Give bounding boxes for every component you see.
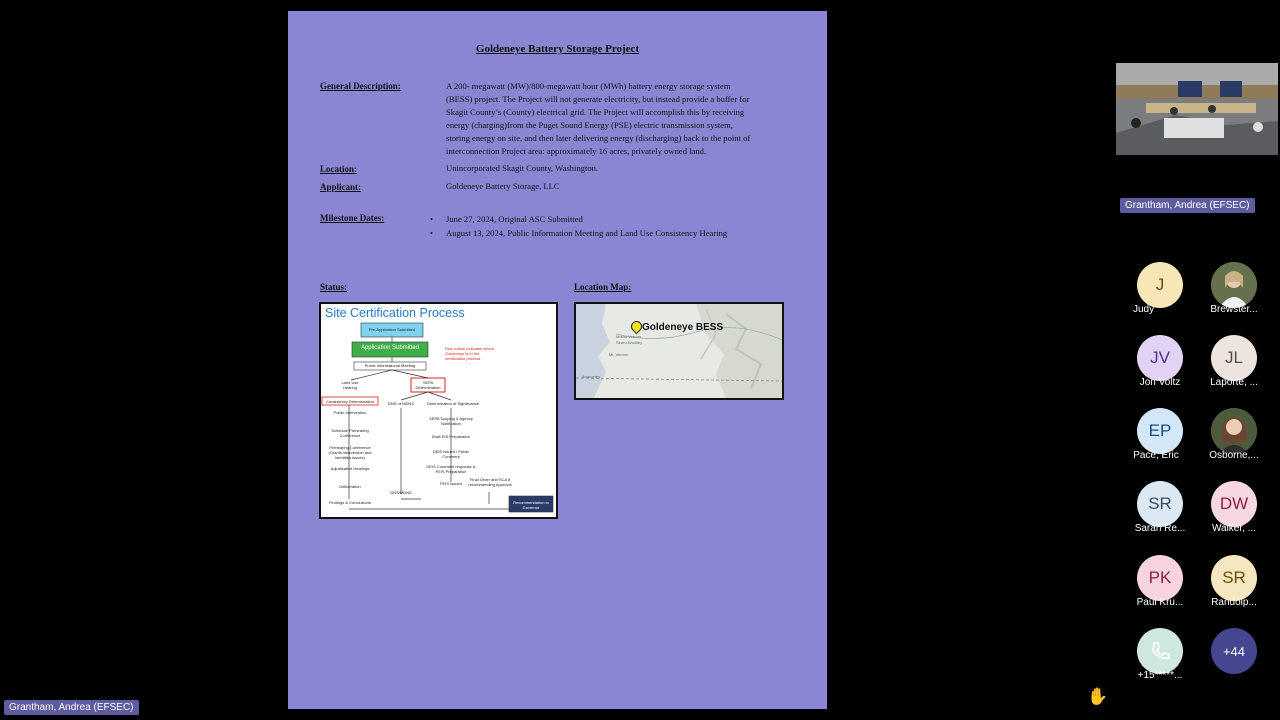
milestone-list	[430, 212, 727, 240]
status-label: Status:	[320, 282, 348, 292]
person-photo-icon	[1211, 408, 1257, 454]
map-place-label: Sedro-Woolley	[616, 340, 643, 345]
flowchart-right-step: FEIS Issued	[440, 481, 462, 486]
phone-icon	[1148, 639, 1172, 663]
map-place-label: Anacortes	[582, 374, 601, 379]
flowchart-recommendation: Recommendation to Governor	[513, 500, 549, 510]
participant-name: Sarah Re...	[1134, 523, 1186, 534]
flowchart-left-step: Deliberation	[339, 484, 361, 489]
location-map-image	[574, 302, 784, 400]
flowchart-left-step: Schedule Prehearing Conference	[331, 428, 369, 438]
applicant-value: Goldeneye Battery Storage, LLC	[446, 181, 560, 191]
participant-name: +15*****...	[1137, 670, 1183, 681]
flowchart-right-step: DEIS Comment response & FEIS Preparation	[426, 464, 476, 474]
flowchart-right-step: DEIS Issued / Public Comment	[432, 449, 470, 459]
location-value: Unincorporated Skagit County, Washington.	[446, 163, 599, 173]
flowchart-application-submitted: Application Submitted	[360, 345, 420, 351]
video-name-badge: Grantham, Andrea (EFSEC)	[1120, 198, 1255, 213]
avatar: JV	[1137, 335, 1183, 381]
general-description-line: Skagit County’s (County) electrical grid. The Project will accomplish this by receiving	[446, 107, 745, 117]
flowchart-left-step: Public Intervention	[333, 410, 367, 415]
participant-name: Jon Voltz	[1139, 377, 1181, 388]
flowchart-right-step: SEPA Scoping & Agency Notification	[429, 416, 473, 426]
flowchart-public-meeting: Public Informational Meeting	[364, 363, 416, 368]
milestone-item: • June 27, 2024, Original ASC Submitted	[430, 212, 727, 226]
flowchart-significance: Determination of Significance	[426, 401, 480, 406]
map-terrain	[576, 304, 782, 398]
general-description-line: A 200- megawatt (MW)/800-megawatt hour (MWh) battery energy storage system	[446, 81, 731, 91]
participant-name: Laporte, ...	[1210, 377, 1258, 388]
general-description-label: General Description:	[320, 81, 401, 91]
map-place-label: Mount Vernon	[616, 334, 641, 339]
milestone-dates-label: Milestone Dates:	[320, 213, 385, 223]
shared-document	[288, 11, 827, 709]
flowchart-left-step: Prehearing Conference (Grants intervention and identifies issues)	[328, 445, 372, 460]
general-description-line: storing energy on site, and then later delivering energy (discharging) back to the point of	[446, 133, 751, 143]
avatar: EP	[1137, 408, 1183, 454]
avatar: DW	[1211, 481, 1257, 527]
overflow-count-badge: +44	[1211, 628, 1257, 674]
map-place-label: Mt. Vernon	[609, 352, 629, 357]
general-description-line: interconnection Project area: approximately 16 acres, privately owned land.	[446, 146, 707, 156]
site-certification-flowchart	[319, 302, 558, 519]
avatar: SR	[1137, 481, 1183, 527]
participant-name: Pace, Eric	[1133, 450, 1179, 461]
flowchart-dns: DNS or MDNS	[387, 401, 414, 406]
location-map-label: Location Map:	[574, 282, 632, 292]
flowchart-sepa: SEPA Determination	[415, 380, 441, 390]
person-photo-icon	[1211, 262, 1257, 308]
milestone-item: • August 13, 2024, Public Information Meeting and Land Use Consistency Hearing	[430, 226, 727, 240]
avatar: J	[1137, 262, 1183, 308]
flowchart-left-step: Findings & Conclusions	[329, 500, 371, 505]
flowchart-pre-application: Pre-Application Submitted	[368, 327, 416, 332]
video-feed[interactable]	[1116, 63, 1278, 155]
participant-name: Brewster...	[1210, 304, 1258, 315]
flowchart-title: Site Certification Process	[325, 306, 465, 320]
avatar: PK	[1137, 555, 1183, 601]
flowchart-right-step: Draft EIS Preparation	[431, 434, 471, 439]
participant-name: Walker, ...	[1211, 523, 1257, 534]
avatar	[1137, 628, 1183, 674]
location-label: Location:	[320, 164, 357, 174]
flowchart-note: Red outline indicates where Goldeneye is in the certification process	[445, 346, 495, 361]
flowchart-land-use: Land Use Hearing	[341, 380, 359, 390]
map-project-label: Goldeneye BESS	[642, 322, 724, 333]
applicant-label: Applicant:	[320, 182, 362, 192]
participant-name: Osborne,...	[1209, 450, 1259, 461]
general-description-text	[446, 80, 806, 158]
presenter-name-badge: Grantham, Andrea (EFSEC)	[4, 700, 139, 715]
flowchart-mdns-end: DNS/MDNS	[390, 490, 412, 495]
flowchart-final-order: Final Order and SCA if recommending Approval	[468, 477, 512, 487]
general-description-line: energy (charging)from the Puget Sound Energy (PSE) electric transmission system,	[446, 120, 733, 130]
participant-name: Paul Kru...	[1136, 597, 1184, 608]
raise-hand-icon[interactable]: ✋	[1087, 687, 1109, 706]
flowchart-left-step: Adjudicative Hearings	[330, 466, 370, 471]
avatar: JL	[1211, 335, 1257, 381]
video-room-scene	[1116, 63, 1278, 155]
avatar	[1211, 262, 1257, 308]
participant-name: Randolp...	[1211, 597, 1257, 608]
document-title: Goldeneye Battery Storage Project	[475, 43, 640, 55]
avatar: SR	[1211, 555, 1257, 601]
participant-name: Judy	[1133, 304, 1155, 315]
flowchart-consistency: Consistency Determination	[326, 399, 374, 404]
general-description-line: (BESS) project. The Project will not generate electricity, but instead provide a buffer for	[446, 94, 750, 104]
avatar	[1211, 408, 1257, 454]
